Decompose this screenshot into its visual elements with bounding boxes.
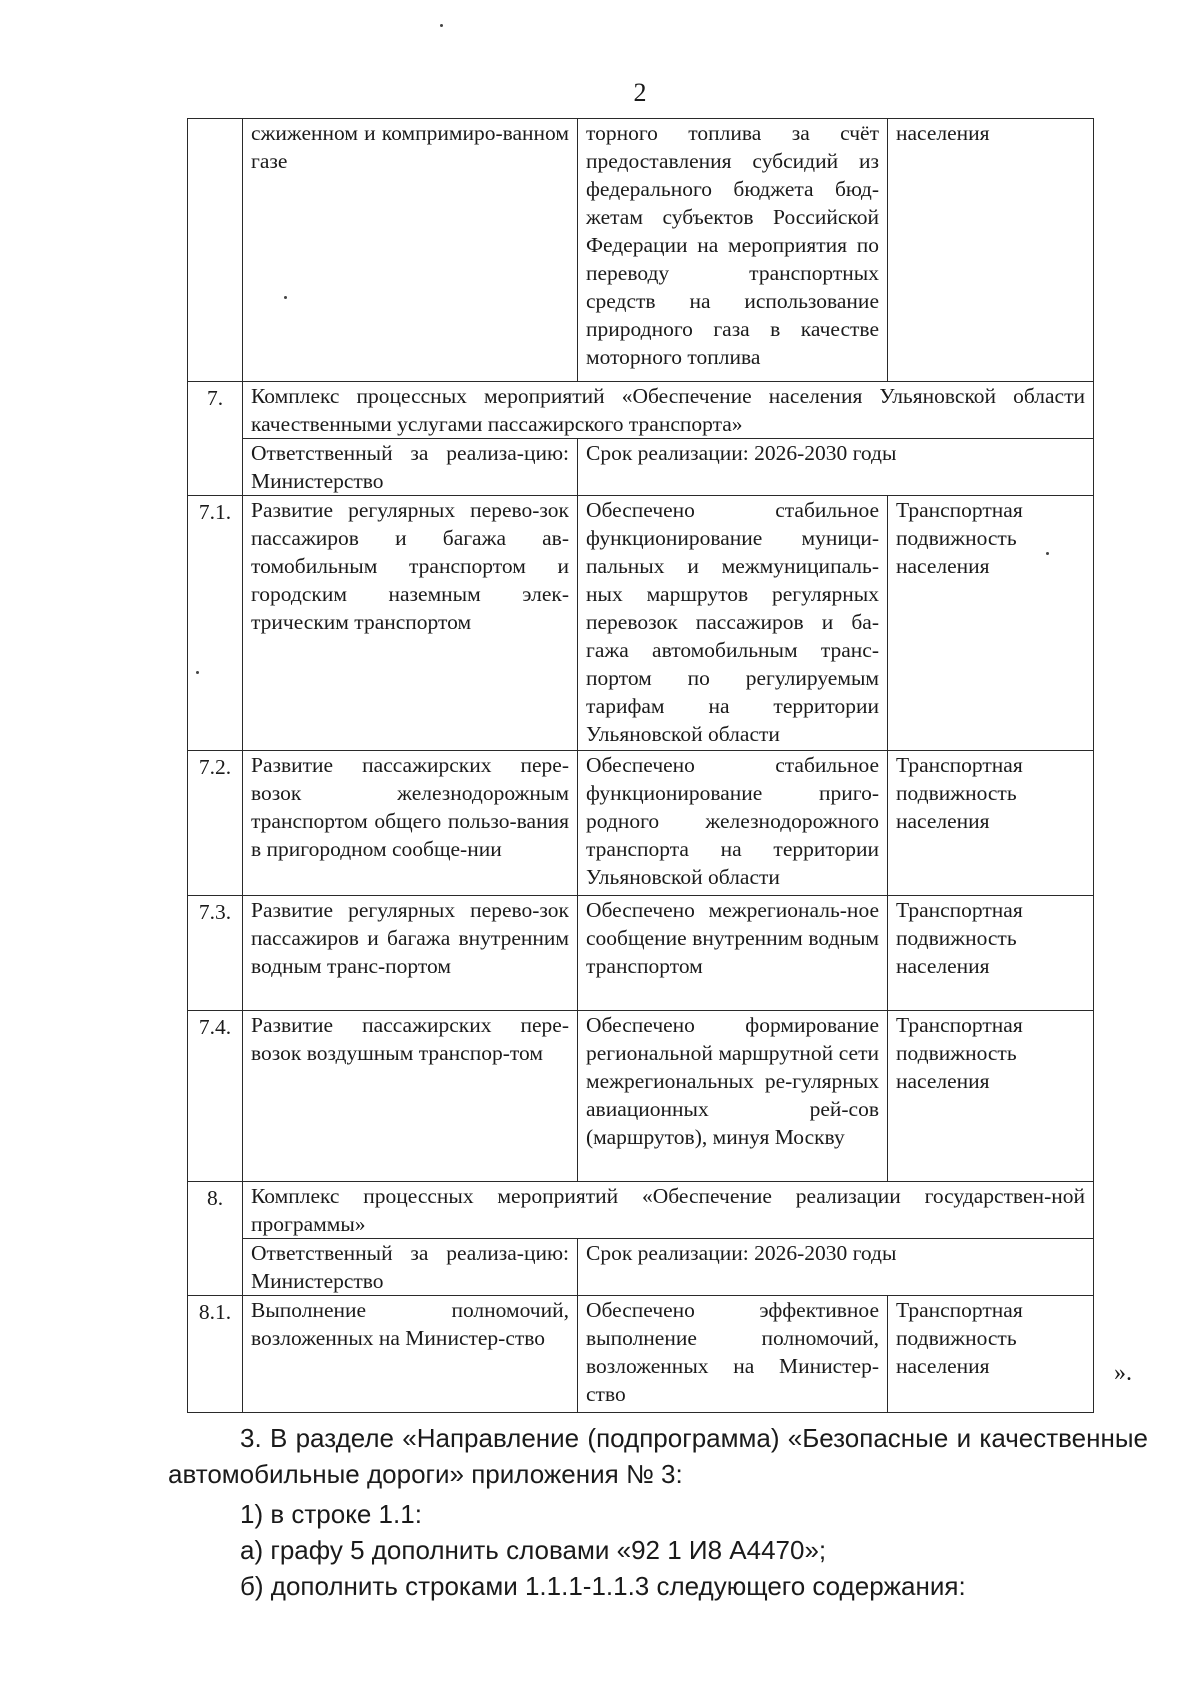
page-number: 2 [633,78,647,107]
row-number: 7.2. [188,751,243,896]
event-name-cell: сжиженном и компримиро-ванном газе [243,119,578,382]
event-name-cell: Развитие пассажирских пере-возок железнодорожным транспортом общего пользо-вания в пригородном сообще-нии [243,751,578,896]
result-cell: Обеспечено эффективное выполнение полномочий, возложенных на Министер-ство [578,1296,888,1413]
complex-row [188,1182,1094,1239]
result-cell: торного топлива за счёт предоставления субсидий из федерального бюджета бюд-жетам субъектов Российской Федерации на мероприятия по переводу транспортных средств на использование природного газа в качестве моторного топлива [578,119,888,382]
complex-meta-row [188,1239,1094,1296]
scan-speck [440,24,443,27]
responsible-cell: Ответственный за реализа-цию: Министерство [243,439,578,496]
complex-row [188,382,1094,439]
closing-quote: ». [1114,1360,1132,1386]
row-number [188,119,243,382]
complex-meta-row [188,439,1094,496]
scan-speck [1046,552,1049,555]
table-row [188,1011,1094,1182]
row-number: 7. [188,382,243,496]
result-cell: Обеспечено стабильное функционирование приго-родного железнодорожного транспорта на территории Ульяновской области [578,751,888,896]
paragraph-section-3: 3. В разделе «Направление (подпрограмма) «Безопасные и качественные автомобильные дороги» приложения № 3: [168,1423,1148,1489]
result-cell: Обеспечено формирование региональной маршрутной сети межрегиональных ре-гулярных авиационных рей-сов (маршрутов), минуя Москву [578,1011,888,1182]
row-number: 7.1. [188,496,243,751]
program-table [187,118,1094,1413]
indicator-cell: населения [888,119,1094,382]
table-row [188,496,1094,751]
row-number: 8. [188,1182,243,1296]
event-name-cell: Развитие пассажирских пере-возок воздушным транспор-том [243,1011,578,1182]
scan-speck [284,296,287,299]
scan-speck [196,671,199,674]
paragraph-item-1: 1) в строке 1.1: [240,1499,422,1529]
indicator-cell: Транспортная подвижность населения [888,1296,1094,1413]
indicator-cell: Транспортная подвижность населения [888,896,1094,1011]
table-row [188,751,1094,896]
event-name-cell: Развитие регулярных перево-зок пассажиров и багажа ав-томобильным транспортом и городским наземным элек-трическим транспортом [243,496,578,751]
event-name-cell: Выполнение полномочий, возложенных на Министер-ство [243,1296,578,1413]
result-cell: Обеспечено межрегиональ-ное сообщение внутренним водным транспортом [578,896,888,1011]
responsible-cell: Ответственный за реализа-цию: Министерство [243,1239,578,1296]
indicator-cell: Транспортная подвижность населения [888,1011,1094,1182]
indicator-cell: Транспортная подвижность населения [888,496,1094,751]
row-number: 8.1. [188,1296,243,1413]
table-row [188,119,1094,382]
complex-title-cell: Комплекс процессных мероприятий «Обеспечение реализации государствен-ной программы» [243,1182,1094,1239]
event-name-cell: Развитие регулярных перево-зок пассажиров и багажа внутренним водным транс-портом [243,896,578,1011]
result-cell: Обеспечено стабильное функционирование муници-пальных и межмуниципаль-ных маршрутов регулярных перевозок пассажиров и ба-гажа автомобильным транс-портом по регулируемым тарифам на территории Ульяновской области [578,496,888,751]
table-row [188,1296,1094,1413]
complex-title-cell: Комплекс процессных мероприятий «Обеспечение населения Ульяновской области качественными услугами пассажирского транспорта» [243,382,1094,439]
table-row [188,896,1094,1011]
term-cell: Срок реализации: 2026-2030 годы [578,439,1094,496]
indicator-cell: Транспортная подвижность населения [888,751,1094,896]
term-cell: Срок реализации: 2026-2030 годы [578,1239,1094,1296]
paragraph-item-b: б) дополнить строками 1.1.1-1.1.3 следующего содержания: [240,1571,966,1601]
row-number: 7.4. [188,1011,243,1182]
paragraph-item-a: а) графу 5 дополнить словами «92 1 И8 А4470»; [240,1535,827,1565]
row-number: 7.3. [188,896,243,1011]
